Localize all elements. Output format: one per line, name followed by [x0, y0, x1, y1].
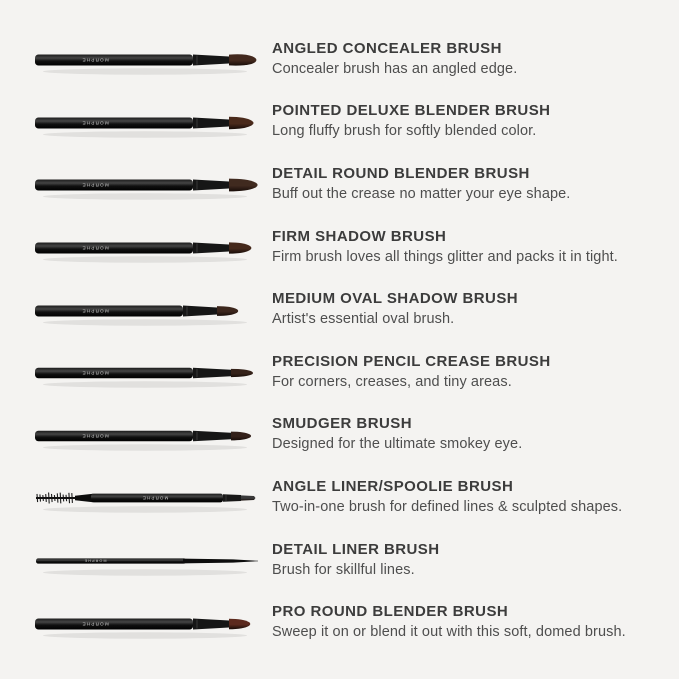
brush-row: [0, 27, 679, 90]
brush-tip: [217, 306, 238, 316]
brush-ferrule: [193, 431, 231, 441]
brush-description: Sweep it on or blend it out with this soft, domed brush.: [272, 624, 626, 641]
brush-row: [0, 340, 679, 403]
brand-label-text: MORPHE: [81, 57, 109, 63]
brush-handle: [35, 243, 193, 254]
brush-tip: [229, 55, 256, 66]
brush-tip: [229, 117, 254, 129]
brush-shadow: [43, 131, 247, 137]
brush-row: [0, 528, 679, 591]
brush-handle: [35, 117, 193, 128]
brand-label-text: MORPHE: [141, 495, 169, 501]
brush-text: [272, 415, 522, 452]
brush-photo: [33, 541, 259, 581]
brush-photo: [33, 291, 259, 331]
brush-description: Artist's essential oval brush.: [272, 311, 455, 328]
brush-row: [0, 277, 679, 340]
brush-tip: [229, 242, 251, 253]
brush-illustration: [33, 604, 259, 644]
brush-name: PRO ROUND BLENDER BRUSH: [272, 603, 509, 621]
brush-handle: [35, 180, 193, 191]
brush-row: [0, 403, 679, 466]
brush-illustration: [33, 416, 259, 456]
spoolie-core: [36, 497, 76, 499]
brush-text: [272, 603, 626, 640]
brush-text: [272, 165, 570, 202]
brand-label-text: MORPHE: [81, 182, 109, 188]
brush-row: [0, 152, 679, 215]
brush-list: [0, 27, 679, 653]
brush-handle: [35, 431, 193, 441]
brush-shadow: [43, 319, 247, 325]
spoolie-neck: [75, 494, 93, 502]
brush-photo: [33, 416, 259, 456]
brush-name: DETAIL LINER BRUSH: [272, 540, 440, 558]
brush-handle: [35, 55, 193, 66]
brush-illustration: [33, 541, 259, 581]
brush-name: ANGLED CONCEALER BRUSH: [272, 39, 502, 57]
brush-name: SMUDGER BRUSH: [272, 415, 413, 433]
brush-text: [272, 102, 550, 139]
brand-label-text: MORPHE: [81, 621, 109, 627]
brush-row: [0, 90, 679, 153]
brush-tip: [231, 369, 253, 377]
brush-ferrule: [193, 117, 229, 128]
brand-label-text: MORPHE: [81, 245, 109, 251]
brand-label-text: MORPHE: [81, 433, 109, 439]
brush-description: Designed for the ultimate smokey eye.: [272, 436, 523, 453]
brush-shadow: [43, 569, 247, 575]
brush-tip: [241, 496, 256, 501]
brush-name: DETAIL ROUND BLENDER BRUSH: [272, 164, 530, 182]
brush-row: [0, 465, 679, 528]
brush-name: FIRM SHADOW BRUSH: [272, 227, 447, 245]
brush-illustration: [33, 291, 259, 331]
brush-tip: [183, 559, 258, 564]
brush-text: [272, 541, 440, 578]
brush-ferrule: [193, 55, 229, 66]
brush-photo: [33, 40, 259, 80]
brush-illustration: [33, 40, 259, 80]
brush-description: Two-in-one brush for defined lines & sculpted shapes.: [272, 498, 623, 515]
brush-shadow: [43, 256, 247, 262]
brush-illustration: [33, 103, 259, 143]
brush-shadow: [43, 382, 247, 388]
brush-description: Brush for skillful lines.: [272, 561, 415, 578]
brush-shadow: [43, 444, 247, 450]
brush-name: MEDIUM OVAL SHADOW BRUSH: [272, 290, 519, 308]
brush-ferrule: [193, 368, 231, 378]
brand-label-text: MORPHE: [81, 308, 109, 314]
brush-description: Long fluffy brush for softly blended color.: [272, 123, 537, 140]
brush-name: ANGLE LINER/SPOOLIE BRUSH: [272, 477, 514, 495]
brush-photo: [33, 103, 259, 143]
brush-text: [272, 228, 618, 265]
brush-handle: [35, 618, 193, 629]
brush-row: [0, 590, 679, 653]
brush-ferrule: [183, 305, 217, 316]
brush-photo: [33, 478, 259, 518]
brush-tip: [229, 618, 250, 628]
brush-text: [272, 40, 517, 77]
brush-shadow: [43, 69, 247, 75]
brush-tip: [231, 431, 251, 440]
brush-description: Buff out the crease no matter your eye shape.: [272, 185, 571, 202]
brush-ferrule: [193, 618, 229, 629]
brush-handle: [36, 558, 186, 563]
brush-description: Firm brush loves all things glitter and packs it in tight.: [272, 248, 618, 265]
brush-description: Concealer brush has an angled edge.: [272, 60, 518, 77]
brush-text: [272, 478, 622, 515]
brush-shadow: [43, 507, 247, 513]
brand-label-text: MORPHE: [83, 558, 107, 563]
brush-illustration: [33, 353, 259, 393]
brush-text: [272, 290, 518, 327]
brush-name: POINTED DELUXE BLENDER BRUSH: [272, 102, 551, 120]
brush-ferrule: [193, 180, 229, 191]
brush-handle: [35, 368, 193, 378]
brush-description: For corners, creases, and tiny areas.: [272, 373, 512, 390]
brand-label-text: MORPHE: [81, 370, 109, 376]
brush-tip: [229, 179, 258, 192]
brush-photo: [33, 604, 259, 644]
brush-photo: [33, 228, 259, 268]
brush-illustration: [33, 228, 259, 268]
brush-illustration: [33, 165, 259, 205]
brush-photo: [33, 165, 259, 205]
brush-text: [272, 353, 551, 390]
brush-photo: [33, 353, 259, 393]
brush-row: [0, 215, 679, 278]
brush-shadow: [43, 194, 247, 200]
brand-label-text: MORPHE: [81, 120, 109, 126]
brush-shadow: [43, 632, 247, 638]
brush-illustration: [33, 478, 259, 518]
brush-name: PRECISION PENCIL CREASE BRUSH: [272, 352, 551, 370]
brush-ferrule: [193, 243, 229, 254]
